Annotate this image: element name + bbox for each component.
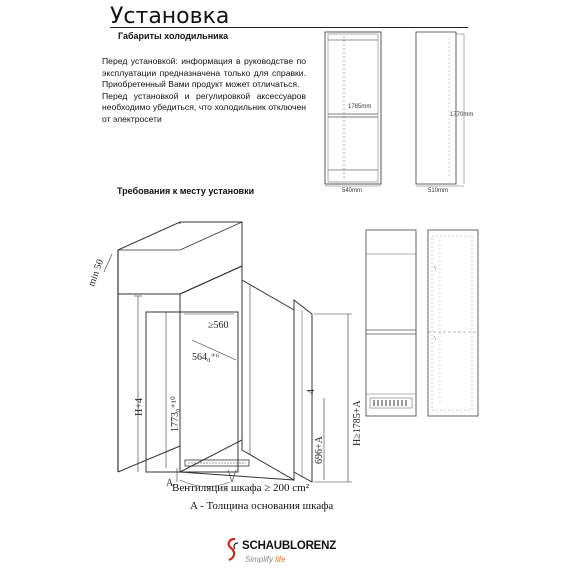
four-label: 4 [306, 389, 317, 394]
ventilation-note: Вентиляция шкафа ≥ 200 cm² [172, 482, 309, 494]
height-1785-label: 1785mm [348, 104, 372, 110]
brand-name [242, 540, 336, 552]
intro-paragraph-2: Перед установкой и регулировкой аксессуаров необходимо убедиться, что холодильник отключен от электросети [102, 90, 306, 124]
width-510-label: 510mm [428, 188, 449, 192]
vent-grille-icon [374, 400, 406, 406]
a-mark-label: A [166, 478, 174, 489]
height-1770-label: 1770mm [450, 112, 474, 118]
height-696-label: 696+A [314, 436, 325, 464]
base-thickness-note: A - Толщина основания шкафа [190, 500, 334, 512]
page-title: Установка [110, 4, 230, 29]
tagline-part-a: Simplify [245, 555, 276, 564]
height-1785-requirement-label: H≥1785+A [352, 400, 363, 446]
niche-height-1773-label: 1773₀⁺¹⁰ [170, 396, 181, 432]
brand-name-part-a: SCHAUB [242, 540, 290, 552]
width-560-label: ≥560 [208, 320, 229, 331]
section-title-dimensions: Габариты холодильника [118, 31, 229, 41]
intro-text [102, 56, 306, 126]
tagline-part-b: life [275, 555, 286, 564]
installation-niche-diagram [80, 210, 370, 510]
width-540-label: 540mm [342, 188, 363, 192]
fridge-side-view-diagram [362, 226, 484, 422]
section-title-requirements: Требования к месту установки [117, 186, 255, 196]
fridge-dimensions-diagram [318, 28, 486, 192]
intro-paragraph-1: Перед установкой: информация в руководстве по эксплуатации предназначена только для справки. Приобретенный Вами продукт может отличаться. [102, 56, 306, 90]
brand-name-part-b: LORENZ [290, 540, 337, 552]
min-50-label: min 50 [86, 257, 107, 289]
depth-564-label: 564₀⁺⁶ [192, 352, 220, 363]
h-plus-4-label: H+4 [134, 398, 145, 416]
schaub-lorenz-logo-icon [222, 537, 242, 563]
brand-tagline [245, 555, 285, 564]
